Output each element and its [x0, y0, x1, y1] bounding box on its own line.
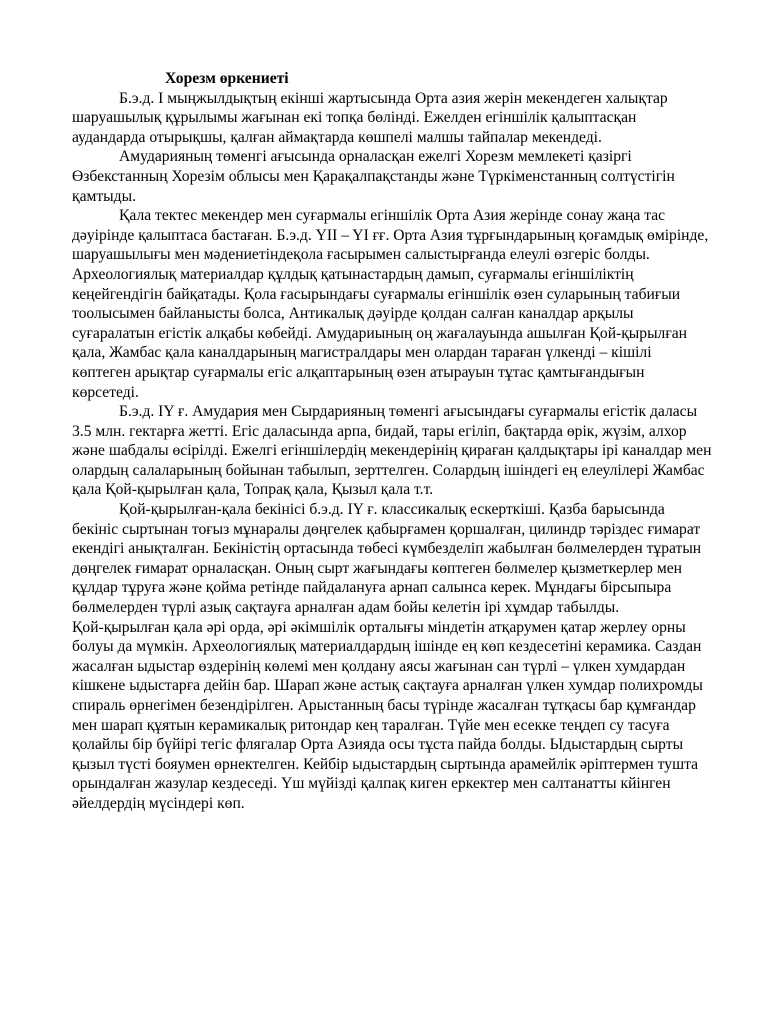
document-title: Хорезм өркениеті	[165, 70, 289, 87]
paragraph-1: Б.э.д. І мыңжылдықтың екінші жартысында Орта азия жерін мекендеген халықтар шаруашылық құрылымы жағынан екі топқа бөлінді. Ежелден егіншілік қалыптасқан аудандарда отырықшы, қалған аймақтарда көшпелі малшы тайпалар мекендеді.	[72, 89, 668, 146]
paragraph-2: Амударияның төменгі ағысында орналасқан ежелгі Хорезм мемлекеті қазіргі Өзбекстанның Хорезім облысы мен Қарақалпақстанды және Түркіменстанның солтүстігін қамтыды.	[72, 148, 675, 205]
paragraph-4: Б.э.д. IY ғ. Амудария мен Сырдарияның төменгі ағысындағы суғармалы егістік даласы 3.5 млн. гектарға жетті. Егіс даласында арпа, бидай, тары егіліп, бақтарда өрік, жүзім, алхор және шабдалы өсірілді. Ежелгі егіншілердің мекендерінің қираған қалдықтары ірі каналдар мен олардың салаларының бойынан табылып, зерттелген. Солардың ішіндегі ең елеулілері Жамбас қала Қой-қырылған қала, Топрақ қала, Қызыл қала т.т.	[72, 403, 712, 499]
document-page	[72, 69, 712, 814]
paragraph-5: Қой-қырылған-қала бекінісі б.э.д. IY ғ. классикалық ескерткіші. Қазба барысында бекініс сыртынан тоғыз мұнаралы дөңгелек қабырғамен қоршалған, цилиндр тәріздес ғимарат екендігі анықталған. Бекіністің ортасында төбесі күмбезделіп жабылған бөлмелерден тұратын дөңгелек ғимарат орналасқан. Оның сырт жағындағы көптеген бөлмелер қызметкерлер мен құлдар тұруға және қойма ретінде пайдалануға арнап салынса керек. Мұндағы бірсыпыра бөлмелерден түрлі азық сақтауға арналған адам бойы келетін ірі хұмдар табылды.	[72, 501, 702, 617]
paragraph-6: Қой-қырылған қала әрі орда, әрі әкімшілік орталығы міндетін атқарумен қатар жерлеу орны болуы да мүмкін. Археологиялық материалдардың ішінде ең көп кездесетіні керамика. Саздан жасалған ыдыстар өздерінің көлемі мен қолдану аясы жағынан сан түрлі – үлкен хумдардан кішкене ыдыстарға дейін бар. Шарап және астық сақтауға арналған үлкен хумдар полихромды спираль өрнегімен безендірілген. Арыстанның басы түрінде жасалған тұтқасы бар құмғандар мен шарап құятын керамикалық ритондар кең таралған. Түйе мен есекке теңдеп су тасуға қолайлы бір бүйірі тегіс флягалар Орта Азияда осы тұста пайда болды. Ыдыстардың сырты қызыл түсті бояумен өрнектелген. Кейбір ыдыстардың сыртында арамейлік әріптермен тушта орындалған жазулар кездеседі. Үш мүйізді қалпақ киген еркектер мен салтанатты кйінген әйелдердің мүсіндері көп.	[72, 618, 703, 812]
paragraph-3: Қала тектес мекендер мен суғармалы егіншілік Орта Азия жерінде сонау жаңа тас дәуірінде қалыптаса бастаған. Б.э.д. YII – YI ғғ. Орта Азия тұрғындарының қоғамдық өмірінде, шаруашылығы мен мәдениетіндеқола ғасырымен салыстырғанда елеулі өзгеріс болды. Археологиялық материалдар құлдық қатынастардың дамып, суғармалы егіншіліктің кеңейгендігін байқатады. Қола ғасырындағы суғармалы егіншілік өзен суларының табиғыи тоолысымен байланысты болса, Антикалық дәуірде қолдан салған каналдар арқылы суғаралатын егістік алқабы көбейді. Амудариының оң жағалауында ашылған Қой-қырылған қала, Жамбас қала каналдарының магистралдары мен олардан тараған үлкенді – кішілі көптеген арықтар суғармалы егіс алқаптарының өзен атырауын тұтас қамтығандығын көрсетеді.	[72, 207, 709, 401]
